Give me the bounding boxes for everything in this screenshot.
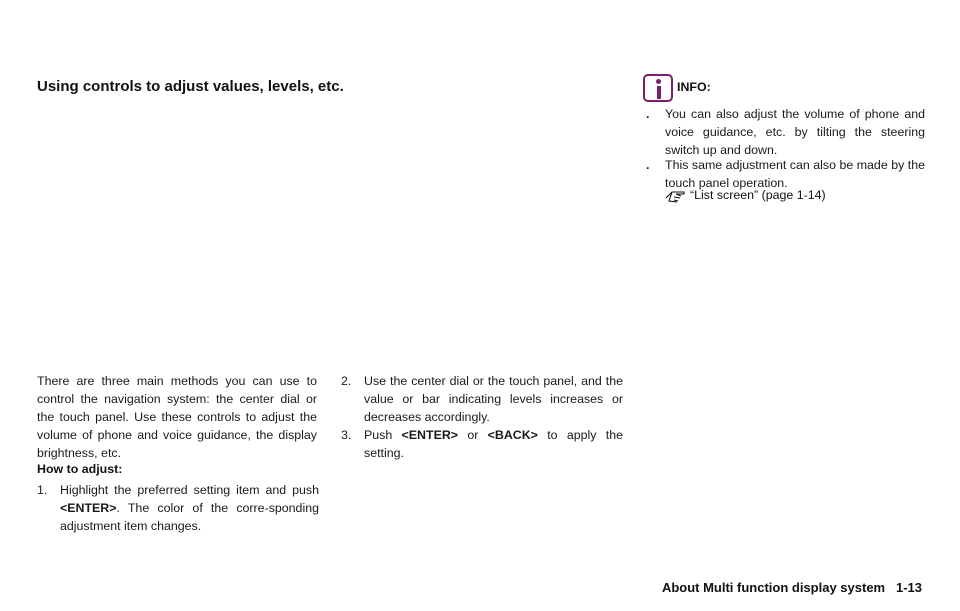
step-text: . The color of the corre-sponding adjustment item changes. <box>60 501 319 533</box>
step-text: Push <box>364 428 402 442</box>
step-number: 1. <box>37 483 48 497</box>
step-text: Use the center dial or the touch panel, and the value or bar indicating levels increases or decreases accordingly. <box>364 374 623 424</box>
enter-key: <ENTER> <box>401 428 459 442</box>
info-bullet: . You can also adjust the volume of phone and voice guidance, etc. by tilting the steering switch up and down. <box>646 107 925 157</box>
info-label: INFO: <box>677 80 711 94</box>
enter-key: <ENTER> <box>60 501 117 515</box>
footer-section: About Multi function display system <box>661 580 886 595</box>
page-reference <box>665 188 826 203</box>
step-2 <box>341 372 623 426</box>
reference-hand-icon <box>665 189 687 203</box>
info-bullet-text: This same adjustment can also be made by the touch panel operation. <box>665 158 925 190</box>
step-number: 2. <box>341 374 352 388</box>
step-number: 3. <box>341 428 352 442</box>
step-1 <box>37 481 319 535</box>
reference-text: “List screen” (page 1-14) <box>690 188 826 202</box>
step-text: Highlight the preferred setting item and push <box>60 483 319 497</box>
info-icon <box>643 74 673 102</box>
step-3 <box>341 426 623 462</box>
page-footer <box>662 580 922 595</box>
page-number: 1-13 <box>895 580 922 595</box>
step-text: to apply the setting. <box>364 428 623 460</box>
section-heading: Using controls to adjust values, levels, etc. <box>37 78 344 95</box>
how-to-heading: How to adjust: <box>37 462 123 476</box>
info-bullet: . This same adjustment can also be made by the touch panel operation. <box>646 158 925 190</box>
intro-paragraph: There are three main methods you can use to control the navigation system: the center dial or the touch panel. Use these controls to adjust the volume of phone and voice guidance, the display brightness, etc. <box>37 374 317 460</box>
back-key: <BACK> <box>487 428 538 442</box>
info-bullet-text: You can also adjust the volume of phone and voice guidance, etc. by tilting the steering switch up and down. <box>665 107 925 157</box>
step-text: or <box>458 428 488 442</box>
